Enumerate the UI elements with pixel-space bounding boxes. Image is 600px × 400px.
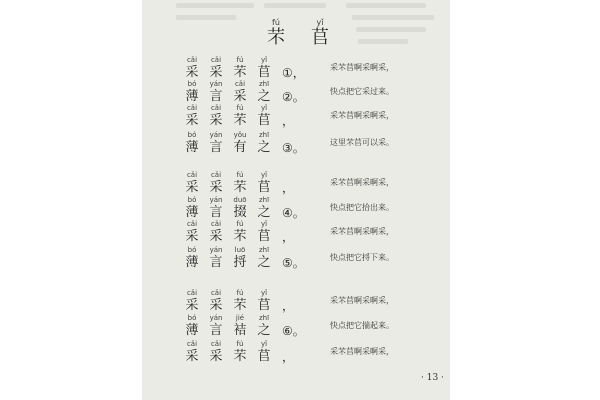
syllable [204, 79, 228, 105]
pinyin: cǎi [186, 289, 198, 297]
pinyin: yán [209, 131, 223, 139]
hanzi: 采 [209, 65, 223, 80]
syllable [228, 55, 252, 81]
syllable [204, 55, 228, 81]
hanzi: 采 [209, 229, 223, 244]
pinyin: yán [209, 80, 223, 88]
syllable [180, 55, 204, 81]
hanzi: 苢 [257, 113, 271, 128]
punctuation: ， [282, 299, 295, 313]
hanzi: 言 [209, 255, 223, 270]
hanzi: 有 [233, 140, 247, 155]
syllable [180, 339, 204, 365]
punctuation: ③。 [282, 141, 305, 155]
hanzi: 采 [209, 298, 223, 313]
pinyin: cǎi [186, 340, 198, 348]
hanzi: 言 [209, 205, 223, 220]
hanzi: 苢 [257, 229, 271, 244]
syllable [228, 103, 252, 129]
syllable [228, 195, 252, 221]
syllable [252, 55, 276, 81]
hanzi: 掇 [233, 205, 247, 220]
pinyin: cǎi [186, 171, 198, 179]
syllable [252, 170, 276, 196]
syllable [204, 245, 228, 271]
translation: 快点把它揣起来。 [330, 321, 394, 330]
pinyin: fú [236, 289, 244, 297]
syllable [252, 130, 276, 156]
syllable [228, 79, 252, 105]
translation: 快点把它采过来。 [330, 87, 394, 96]
syllable [180, 130, 204, 156]
pinyin: fú [236, 104, 244, 112]
syllable [228, 288, 252, 314]
hanzi: 薄 [185, 255, 199, 270]
translation: 采芣苢啊采啊采， [330, 227, 394, 236]
pinyin: cǎi [210, 171, 222, 179]
syllable [252, 79, 276, 105]
hanzi: 言 [209, 140, 223, 155]
pinyin: yǐ [260, 220, 268, 228]
syllable [228, 245, 252, 271]
pinyin: yán [209, 196, 223, 204]
pinyin: yǒu [233, 131, 247, 139]
translation: 采芣苢啊采啊采， [330, 296, 394, 305]
syllable [180, 79, 204, 105]
hanzi: 薄 [185, 323, 199, 338]
punctuation: ①， [282, 66, 305, 80]
hanzi: 采 [209, 180, 223, 195]
pinyin: cǎi [210, 56, 222, 64]
pinyin: bó [187, 196, 197, 204]
hanzi: 之 [257, 89, 271, 104]
syllable [204, 313, 228, 339]
syllable [180, 245, 204, 271]
syllable [228, 339, 252, 365]
syllable [228, 219, 252, 245]
translation: 采芣苢啊采啊采， [330, 111, 394, 120]
pinyin: cǎi [186, 220, 198, 228]
hanzi: 采 [185, 65, 199, 80]
syllable [252, 288, 276, 314]
syllable [180, 195, 204, 221]
hanzi: 苢 [257, 298, 271, 313]
punctuation: ⑥。 [282, 324, 305, 338]
pinyin: yǐ [260, 56, 268, 64]
pinyin: yán [209, 314, 223, 322]
syllable [180, 313, 204, 339]
hanzi: 袺 [233, 323, 247, 338]
pinyin: bó [187, 80, 197, 88]
hanzi: 薄 [185, 205, 199, 220]
punctuation: ， [282, 230, 295, 244]
title-pinyin-2: yǐ [316, 18, 324, 27]
hanzi: 之 [257, 140, 271, 155]
hanzi: 之 [257, 205, 271, 220]
syllable [228, 313, 252, 339]
pinyin: zhī [258, 196, 270, 204]
pinyin: yán [209, 246, 223, 254]
syllable [204, 288, 228, 314]
pinyin: cǎi [186, 104, 198, 112]
translation: 这里芣苢可以采。 [330, 138, 394, 147]
hanzi: 芣 [233, 349, 247, 364]
pinyin: zhī [258, 314, 270, 322]
hanzi: 采 [185, 349, 199, 364]
title-char-1: 芣 [267, 27, 285, 48]
pinyin: luō [234, 246, 246, 254]
punctuation: ， [282, 114, 295, 128]
syllable [252, 313, 276, 339]
pinyin: fú [236, 220, 244, 228]
hanzi: 采 [185, 298, 199, 313]
pinyin: fú [236, 340, 244, 348]
hanzi: 苢 [257, 65, 271, 80]
punctuation: ， [282, 181, 295, 195]
pinyin: bó [187, 131, 197, 139]
punctuation: ④。 [282, 206, 305, 220]
pinyin: zhī [258, 80, 270, 88]
hanzi: 之 [257, 255, 271, 270]
hanzi: 苢 [257, 349, 271, 364]
poem-line [180, 245, 440, 277]
syllable [180, 170, 204, 196]
syllable [252, 245, 276, 271]
syllable [252, 195, 276, 221]
hanzi: 之 [257, 323, 271, 338]
title-pinyin-1: fú [272, 18, 280, 27]
hanzi: 采 [185, 180, 199, 195]
hanzi: 苢 [257, 180, 271, 195]
syllable [204, 130, 228, 156]
syllable [228, 130, 252, 156]
syllable [180, 288, 204, 314]
syllable [252, 219, 276, 245]
syllable [180, 103, 204, 129]
pinyin: duō [233, 196, 247, 204]
pinyin: fú [236, 56, 244, 64]
hanzi: 采 [233, 89, 247, 104]
pinyin: fú [236, 171, 244, 179]
pinyin: cǎi [186, 56, 198, 64]
syllable [204, 219, 228, 245]
syllable [204, 339, 228, 365]
pinyin: cǎi [210, 289, 222, 297]
translation: 采芣苢啊采啊采， [330, 63, 394, 72]
syllable [180, 219, 204, 245]
pinyin: cǎi [234, 80, 246, 88]
poem-line [180, 130, 440, 162]
poem-line [180, 339, 440, 371]
pinyin: cǎi [210, 220, 222, 228]
punctuation: ， [282, 350, 295, 364]
hanzi: 芣 [233, 65, 247, 80]
pinyin: yǐ [260, 104, 268, 112]
punctuation: ⑤。 [282, 256, 305, 270]
pinyin: cǎi [210, 104, 222, 112]
syllable [252, 339, 276, 365]
pinyin: bó [187, 314, 197, 322]
hanzi: 薄 [185, 89, 199, 104]
hanzi: 言 [209, 323, 223, 338]
pinyin: zhī [258, 131, 270, 139]
syllable [204, 170, 228, 196]
pinyin: bó [187, 246, 197, 254]
hanzi: 芣 [233, 113, 247, 128]
hanzi: 薄 [185, 140, 199, 155]
hanzi: 采 [185, 229, 199, 244]
page-number: · 13 · [421, 373, 444, 383]
translation: 采芣苢啊采啊采， [330, 178, 394, 187]
syllable [204, 103, 228, 129]
pinyin: yǐ [260, 289, 268, 297]
translation: 采芣苢啊采啊采， [330, 347, 394, 356]
hanzi: 芣 [233, 180, 247, 195]
hanzi: 采 [185, 113, 199, 128]
syllable [228, 170, 252, 196]
hanzi: 采 [209, 349, 223, 364]
translation: 快点把它拾出来。 [330, 203, 394, 212]
pinyin: yǐ [260, 340, 268, 348]
translation: 快点把它捋下来。 [330, 253, 394, 262]
hanzi: 芣 [233, 298, 247, 313]
hanzi: 言 [209, 89, 223, 104]
hanzi: 采 [209, 113, 223, 128]
pinyin: cǎi [210, 340, 222, 348]
pinyin: yǐ [260, 171, 268, 179]
punctuation: ②。 [282, 90, 305, 104]
syllable [204, 195, 228, 221]
hanzi: 捋 [233, 255, 247, 270]
pinyin: jié [235, 314, 245, 322]
hanzi: 芣 [233, 229, 247, 244]
title-char-2: 苢 [311, 27, 329, 48]
pinyin: zhī [258, 246, 270, 254]
syllable [252, 103, 276, 129]
